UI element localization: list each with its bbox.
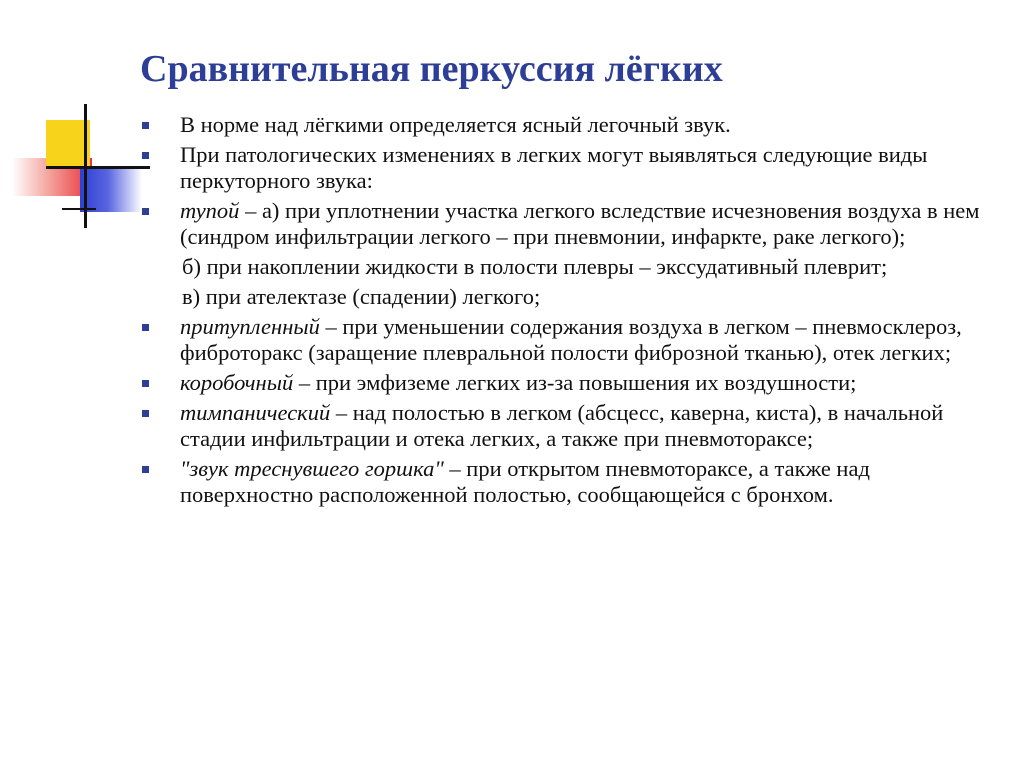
item-text: При патологических изменениях в легких могут выявляться следующие виды перкуторного звука: xyxy=(180,142,928,193)
item-text: В норме над лёгкими определяется ясный легочный звук. xyxy=(180,112,731,137)
item-text: в) при ателектазе (спадении) легкого; xyxy=(182,284,541,309)
list-item xyxy=(142,142,1002,194)
bullet-list xyxy=(142,112,1002,512)
decorative-horizontal-line xyxy=(46,166,150,169)
item-text: – над полостью в легком (абсцесс, каверна, киста), в начальной стадии инфильтрации и отека легких, а также при пневмотораксе; xyxy=(180,400,944,451)
list-item xyxy=(142,112,1002,138)
item-text: – при эмфиземе легких из-за повышения их воздушности; xyxy=(293,370,857,395)
square-bullet-icon xyxy=(142,410,149,417)
list-item xyxy=(142,314,1002,366)
square-bullet-icon xyxy=(142,466,149,473)
item-text: б) при накоплении жидкости в полости плевры – экссудативный плеврит; xyxy=(182,254,888,279)
item-text: – при открытом пневмотораксе, а также над поверхностно расположенной полостью, сообщающейся с бронхом. xyxy=(180,456,870,507)
item-term: притупленный xyxy=(180,314,320,339)
item-term: тупой xyxy=(180,198,240,223)
slide-title: Сравнительная перкуссия лёгких xyxy=(140,48,723,90)
item-text: – при уменьшении содержания воздуха в легком – пневмосклероз, фиброторакс (заращение плевральной полости фиброзной тканью), отек легких; xyxy=(180,314,962,365)
square-bullet-icon xyxy=(142,208,149,215)
square-bullet-icon xyxy=(142,122,149,129)
list-item-continuation xyxy=(142,254,1002,280)
decorative-short-line xyxy=(62,208,96,210)
item-text: – а) при уплотнении участка легкого вследствие исчезновения воздуха в нем (синдром инфильтрации легкого – при пневмонии, инфаркте, раке легкого); xyxy=(180,198,980,249)
decorative-blue-block xyxy=(80,166,142,212)
item-term: коробочный xyxy=(180,370,294,395)
list-item xyxy=(142,370,1002,396)
list-item xyxy=(142,400,1002,452)
list-item-continuation xyxy=(142,284,1002,310)
square-bullet-icon xyxy=(142,152,149,159)
item-term: "звук треснувшего горшка" xyxy=(180,456,444,481)
square-bullet-icon xyxy=(142,380,149,387)
item-term: тимпанический xyxy=(180,400,331,425)
square-bullet-icon xyxy=(142,324,149,331)
list-item xyxy=(142,198,1002,250)
list-item xyxy=(142,456,1002,508)
